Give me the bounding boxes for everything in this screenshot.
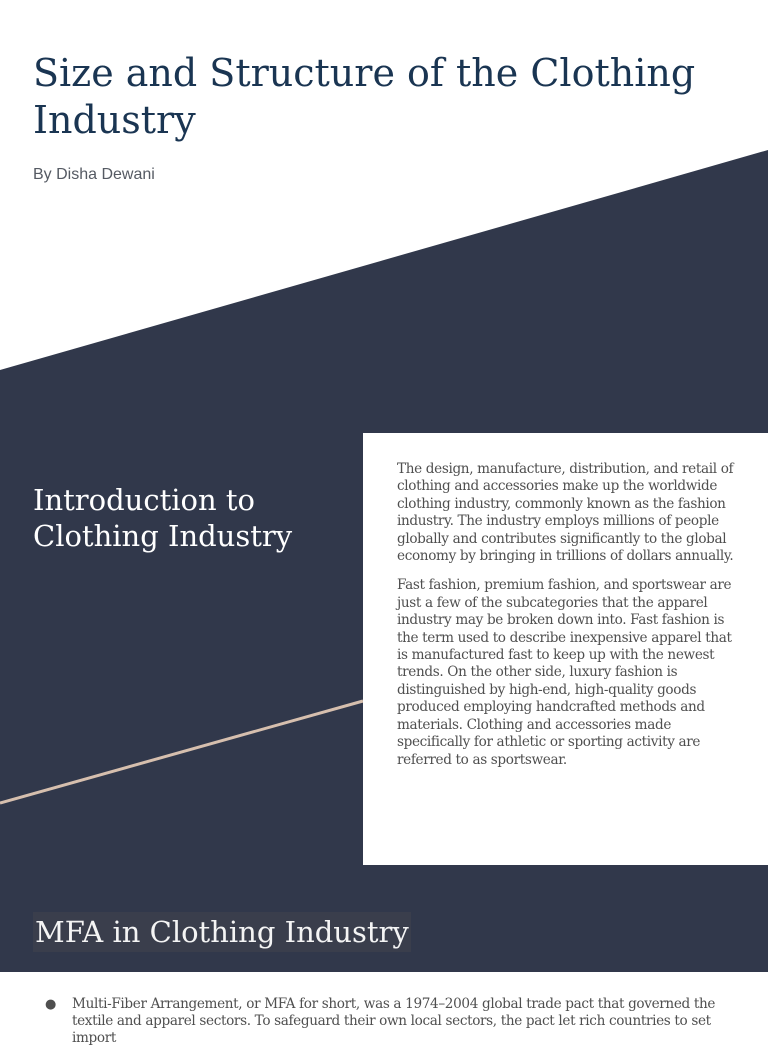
intro-paragraph: Fast fashion, premium fashion, and sportswear are just a few of the subcategories that the apparel industry may be broken down into. Fast fashion is the term used to describe inexpensive apparel that is manufactured fast to keep up with the newest trends. On the other side, luxury fashion is distinguished by high-end, high-quality goods produced employing handcrafted methods and materials. Clothing and accessories made specifically for athletic or sporting activity are referred to as sportswear. [397,577,732,768]
list-item [45,996,735,1047]
document-author: By Disha Dewani [33,166,155,183]
intro-paragraph: The design, manufacture, distribution, and retail of clothing and accessories make up the worldwide clothing industry, commonly known as the fashion industry. The industry employs millions of people globally and contributes significantly to the global economy by bringing in trillions of dollars annually. [397,461,734,565]
mfa-bullet-list [45,996,735,1047]
intro-section-heading: Introduction to Clothing Industry [33,483,293,553]
document-title: Size and Structure of the Clothing Industry [33,51,696,142]
intro-text-card [363,433,768,865]
mfa-section-heading: MFA in Clothing Industry [33,912,411,952]
list-item-text: Multi-Fiber Arrangement, or MFA for short, was a 1974–2004 global trade pact that governed the textile and apparel sectors. To safeguard their own local sectors, the pact let rich countries to set import [72,996,716,1046]
bullet-icon: ● [45,997,56,1012]
